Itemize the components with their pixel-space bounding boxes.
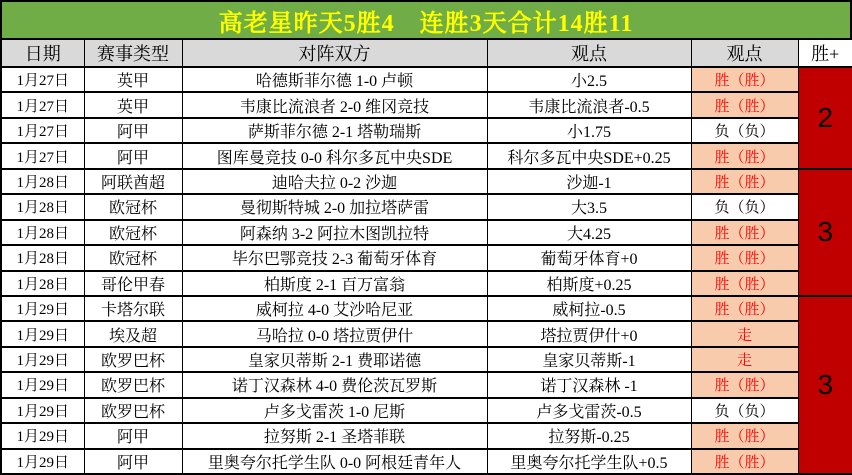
match-cell: 韦康比流浪者 2-0 维冈竞技 [182, 92, 487, 117]
pick-cell: 科尔多瓦中央SDE+0.25 [487, 143, 691, 168]
table-row [1, 449, 852, 474]
date-cell: 1月29日 [1, 347, 84, 372]
pick-cell: 里奥夸尔托学生队+0.5 [487, 449, 691, 474]
table-row [1, 67, 852, 92]
banner-title: 高老星昨天5胜4 连胜3天合计14胜11 [218, 10, 634, 37]
result-cell: 胜（胜） [691, 67, 798, 92]
league-cell: 卡塔尔联 [84, 296, 182, 321]
league-cell: 阿联酋超 [84, 169, 182, 194]
league-cell: 欧冠杯 [84, 245, 182, 270]
result-cell: 负（负） [691, 194, 798, 219]
result-cell: 胜（胜） [691, 245, 798, 270]
pick-cell: 韦康比流浪者-0.5 [487, 92, 691, 117]
result-cell: 胜（胜） [691, 169, 798, 194]
date-cell: 1月27日 [1, 67, 84, 92]
date-cell: 1月29日 [1, 423, 84, 448]
pick-cell: 葡萄牙体育+0 [487, 245, 691, 270]
match-cell: 图库曼竞技 0-0 科尔多瓦中央SDE [182, 143, 487, 168]
column-header-match: 对阵双方 [182, 39, 487, 67]
result-cell: 负（负） [691, 118, 798, 143]
pick-cell: 大3.5 [487, 194, 691, 219]
column-header-pick: 观点 [487, 39, 691, 67]
group-win-count: 3 [798, 296, 852, 474]
table-row [1, 347, 852, 372]
group-win-count: 3 [798, 169, 852, 296]
league-cell: 阿甲 [84, 449, 182, 474]
table-row [1, 118, 852, 143]
league-cell: 阿甲 [84, 423, 182, 448]
date-cell: 1月29日 [1, 449, 84, 474]
league-cell: 哥伦甲春 [84, 271, 182, 296]
pick-cell: 柏斯度+0.25 [487, 271, 691, 296]
league-cell: 埃及超 [84, 321, 182, 346]
result-cell: 胜（胜） [691, 92, 798, 117]
pick-cell: 小1.75 [487, 118, 691, 143]
table-row [1, 398, 852, 423]
match-cell: 曼彻斯特城 2-0 加拉塔萨雷 [182, 194, 487, 219]
result-cell: 胜（胜） [691, 449, 798, 474]
table-row [1, 321, 852, 346]
table-row [1, 296, 852, 321]
match-cell: 威柯拉 4-0 艾沙哈尼亚 [182, 296, 487, 321]
result-cell: 走 [691, 321, 798, 346]
pick-cell: 塔拉贾伊什+0 [487, 321, 691, 346]
match-cell: 萨斯菲尔德 2-1 塔勒瑞斯 [182, 118, 487, 143]
date-cell: 1月27日 [1, 118, 84, 143]
table-body [1, 67, 852, 474]
table-row [1, 194, 852, 219]
date-cell: 1月29日 [1, 398, 84, 423]
match-cell: 拉努斯 2-1 圣塔菲联 [182, 423, 487, 448]
table-row [1, 372, 852, 397]
table-row [1, 245, 852, 270]
result-cell: 胜（胜） [691, 296, 798, 321]
league-cell: 英甲 [84, 92, 182, 117]
league-cell: 欧罗巴杯 [84, 347, 182, 372]
column-header-result: 观点 [691, 39, 798, 67]
league-cell: 英甲 [84, 67, 182, 92]
column-header-league: 赛事类型 [84, 39, 182, 67]
table-row [1, 92, 852, 117]
table-header [1, 39, 852, 67]
match-cell: 迪哈夫拉 0-2 沙迦 [182, 169, 487, 194]
date-cell: 1月27日 [1, 143, 84, 168]
result-cell: 胜（胜） [691, 143, 798, 168]
result-cell: 胜（胜） [691, 220, 798, 245]
match-cell: 皇家贝蒂斯 2-1 费耶诺德 [182, 347, 487, 372]
column-header-date: 日期 [1, 39, 84, 67]
league-cell: 欧冠杯 [84, 194, 182, 219]
match-cell: 哈德斯菲尔德 1-0 卢顿 [182, 67, 487, 92]
match-cell: 阿森纳 3-2 阿拉木图凯拉特 [182, 220, 487, 245]
date-cell: 1月28日 [1, 169, 84, 194]
match-cell: 柏斯度 2-1 百万富翁 [182, 271, 487, 296]
table-row [1, 423, 852, 448]
result-cell: 走 [691, 347, 798, 372]
date-cell: 1月28日 [1, 194, 84, 219]
date-cell: 1月28日 [1, 245, 84, 270]
date-cell: 1月28日 [1, 271, 84, 296]
pick-cell: 皇家贝蒂斯-1 [487, 347, 691, 372]
result-cell: 负（负） [691, 398, 798, 423]
column-header-win-plus: 胜+ [798, 39, 852, 67]
pick-cell: 小2.5 [487, 67, 691, 92]
match-cell: 毕尔巴鄂竞技 2-3 葡萄牙体育 [182, 245, 487, 270]
table-row [1, 271, 852, 296]
match-cell: 卢多戈雷茨 1-0 尼斯 [182, 398, 487, 423]
league-cell: 欧罗巴杯 [84, 398, 182, 423]
match-cell: 里奥夸尔托学生队 0-0 阿根廷青年人 [182, 449, 487, 474]
league-cell: 阿甲 [84, 118, 182, 143]
results-table [0, 38, 852, 475]
date-cell: 1月29日 [1, 372, 84, 397]
pick-cell: 沙迦-1 [487, 169, 691, 194]
header-row [1, 39, 852, 67]
match-cell: 马哈拉 0-0 塔拉贾伊什 [182, 321, 487, 346]
pick-cell: 诺丁汉森林 -1 [487, 372, 691, 397]
pick-cell: 大4.25 [487, 220, 691, 245]
league-cell: 欧冠杯 [84, 220, 182, 245]
result-cell: 胜（胜） [691, 271, 798, 296]
banner [0, 0, 852, 38]
group-win-count: 2 [798, 67, 852, 169]
pick-cell: 威柯拉-0.5 [487, 296, 691, 321]
league-cell: 欧罗巴杯 [84, 372, 182, 397]
pick-cell: 卢多戈雷茨-0.5 [487, 398, 691, 423]
table-row [1, 169, 852, 194]
pick-cell: 拉努斯-0.25 [487, 423, 691, 448]
table-row [1, 143, 852, 168]
result-cell: 胜（胜） [691, 423, 798, 448]
league-cell: 阿甲 [84, 143, 182, 168]
date-cell: 1月27日 [1, 92, 84, 117]
result-cell: 胜（胜） [691, 372, 798, 397]
date-cell: 1月28日 [1, 220, 84, 245]
date-cell: 1月29日 [1, 321, 84, 346]
table-row [1, 220, 852, 245]
date-cell: 1月29日 [1, 296, 84, 321]
match-cell: 诺丁汉森林 4-0 费伦茨瓦罗斯 [182, 372, 487, 397]
